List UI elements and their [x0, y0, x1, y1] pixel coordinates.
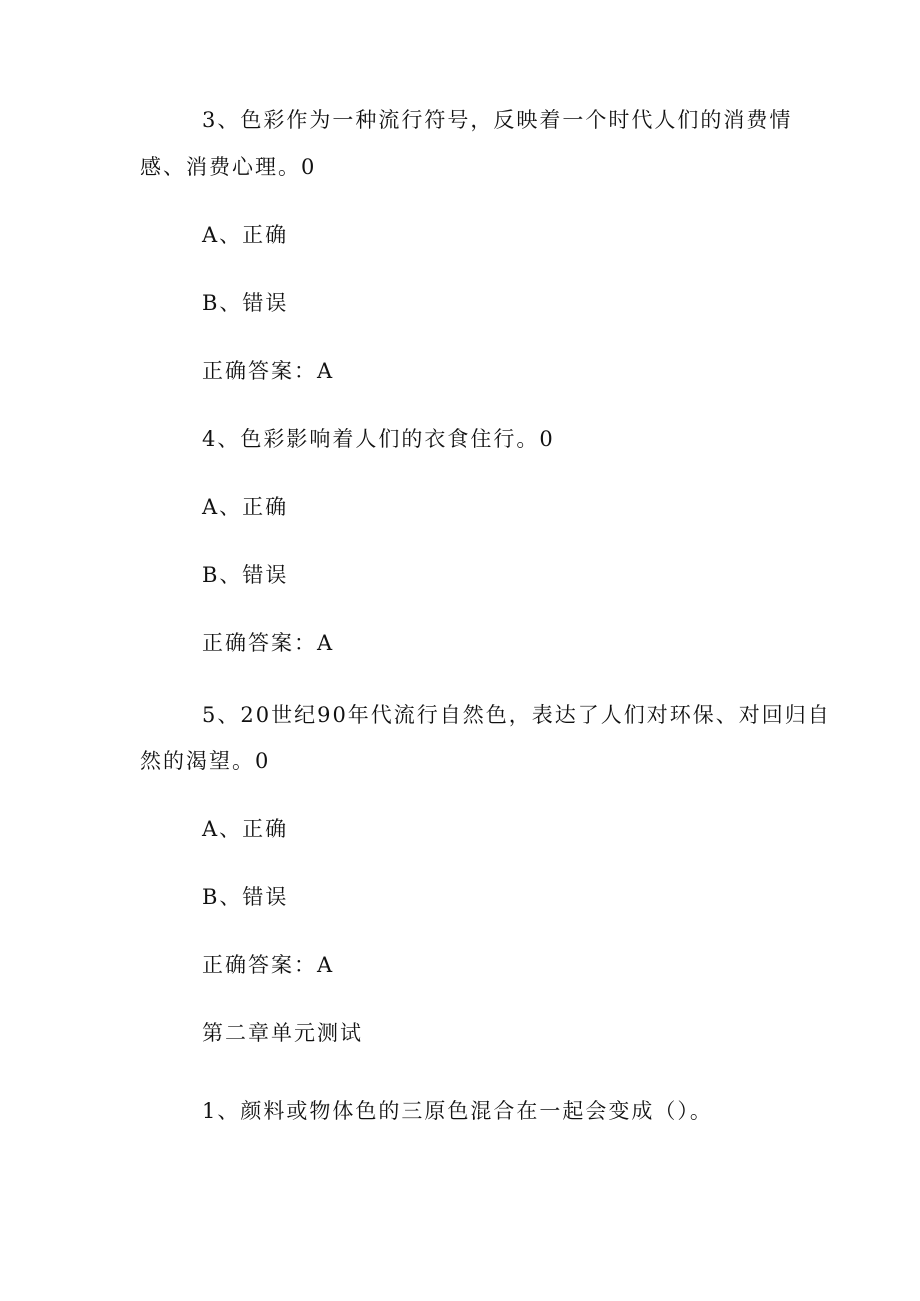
question-3-text-line2: 感、消费心理。0: [140, 155, 317, 179]
question-5-option-b: B、错误: [202, 885, 289, 909]
question-3-answer: 正确答案：A: [202, 359, 335, 383]
chapter2-question-1-text: 1、颜料或物体色的三原色混合在一起会变成（）。: [202, 1099, 713, 1123]
question-5-text-line2: 然的渴望。0: [140, 749, 271, 773]
question-5-option-a: A、正确: [202, 817, 289, 841]
question-4-option-b: B、错误: [202, 563, 289, 587]
section-title: 第二章单元测试: [202, 1021, 363, 1045]
question-3-text-line1: 3、色彩作为一种流行符号，反映着一个时代人们的消费情: [202, 108, 793, 132]
question-5-text-line1: 5、20世纪90年代流行自然色，表达了人们对环保、对回归自: [202, 703, 831, 727]
question-3-option-b: B、错误: [202, 291, 289, 315]
question-3-option-a: A、正确: [202, 223, 289, 247]
question-4-text-line1: 4、色彩影响着人们的衣食住行。0: [202, 427, 555, 451]
question-4-answer: 正确答案：A: [202, 631, 335, 655]
question-4-option-a: A、正确: [202, 495, 289, 519]
question-5-answer: 正确答案：A: [202, 953, 335, 977]
